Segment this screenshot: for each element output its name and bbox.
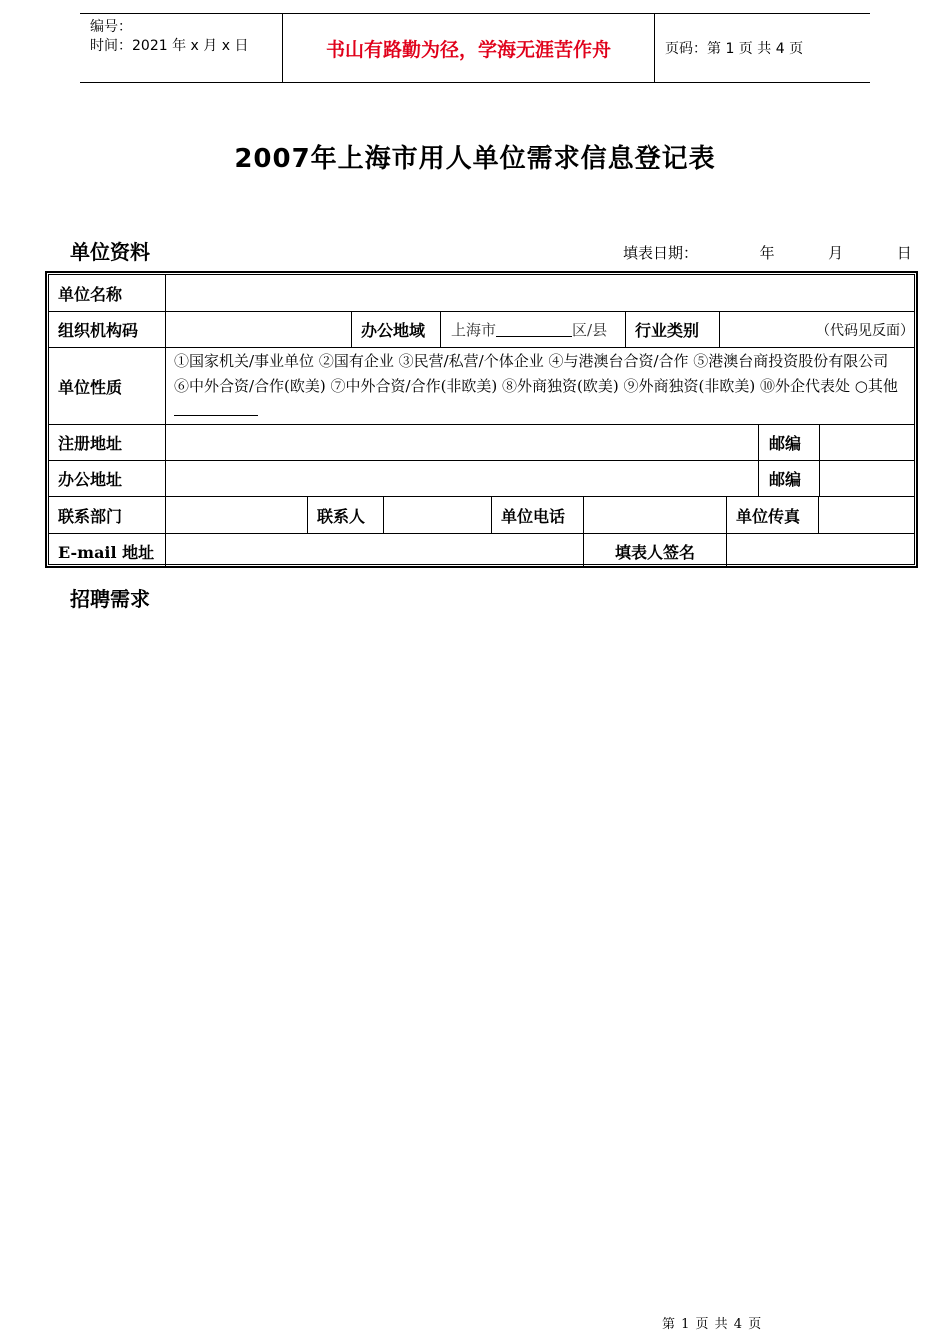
unit-info-form xyxy=(45,271,918,568)
unit-nature-options-text: ①国家机关/事业单位 ②国有企业 ③民营/私营/个体企业 ④与港澳台合资/合作 ⑤港澳台商投资股份有限公司 ⑥中外合资/合作(欧美) ⑦中外合资/合作(非欧美) ⑧外商独资(欧美) ⑨外商独资(非欧美) ⑩外企代表处 ○其他 xyxy=(174,352,898,395)
fax-field[interactable] xyxy=(819,497,914,533)
row-org-code xyxy=(49,312,914,348)
postcode2-field[interactable] xyxy=(820,461,914,496)
fill-date-label: 填表日期： xyxy=(623,244,699,262)
postcode1-field[interactable] xyxy=(820,425,914,460)
office-address-label: 办公地址 xyxy=(49,461,166,496)
reg-address-label: 注册地址 xyxy=(49,425,166,460)
row-reg-address xyxy=(49,425,914,461)
dept-field[interactable] xyxy=(166,497,308,533)
section-unit-info: 单位资料 xyxy=(70,240,150,264)
fill-date-year: 年 xyxy=(759,244,775,262)
email-label: E-mail 地址 xyxy=(49,534,166,568)
contact-field[interactable] xyxy=(384,497,492,533)
office-area-prefix: 上海市 xyxy=(451,321,497,339)
signature-label: 填表人签名 xyxy=(584,534,727,568)
office-address-field[interactable] xyxy=(166,461,759,496)
fill-date-month: 月 xyxy=(828,244,844,262)
row-unit-nature xyxy=(49,348,914,425)
contact-label: 联系人 xyxy=(308,497,384,533)
email-field[interactable] xyxy=(166,534,584,568)
office-area-suffix: 区/县 xyxy=(572,321,608,339)
org-code-label: 组织机构码 xyxy=(49,312,166,347)
code-label: 编号： xyxy=(90,19,132,35)
header-meta xyxy=(80,14,282,82)
phone-label: 单位电话 xyxy=(492,497,584,533)
header-motto: 书山有路勤为径，学海无涯苦作舟 xyxy=(282,14,655,82)
page-footer: 第 1 页 共 4 页 xyxy=(662,1317,763,1332)
fax-label: 单位传真 xyxy=(727,497,819,533)
row-email xyxy=(49,534,914,568)
fill-date-day: 日 xyxy=(896,244,912,262)
industry-label: 行业类别 xyxy=(626,312,720,347)
industry-field[interactable] xyxy=(720,312,914,347)
unit-nature-options[interactable] xyxy=(166,348,914,424)
office-area-label: 办公地域 xyxy=(352,312,441,347)
dept-label: 联系部门 xyxy=(49,497,166,533)
industry-note: （代码见反面） xyxy=(816,322,914,339)
org-code-field[interactable] xyxy=(166,312,352,347)
fill-date xyxy=(623,242,912,263)
document-header xyxy=(80,13,870,83)
reg-address-field[interactable] xyxy=(166,425,759,460)
header-page-info: 页码：第 1 页 共 4 页 xyxy=(665,41,804,57)
signature-field[interactable] xyxy=(727,534,914,568)
phone-field[interactable] xyxy=(584,497,727,533)
unit-nature-label: 单位性质 xyxy=(49,348,166,424)
row-unit-name xyxy=(49,275,914,312)
row-office-address xyxy=(49,461,914,497)
unit-name-label: 单位名称 xyxy=(49,275,166,311)
postcode2-label: 邮编 xyxy=(759,461,820,496)
time-label: 时间：2021 年 x 月 x 日 xyxy=(90,38,249,54)
postcode1-label: 邮编 xyxy=(759,425,820,460)
office-area-field[interactable] xyxy=(441,312,626,347)
section-recruitment: 招聘需求 xyxy=(70,587,150,611)
unit-name-field[interactable] xyxy=(166,275,914,311)
page-title: 2007年上海市用人单位需求信息登记表 xyxy=(234,144,716,174)
row-contact xyxy=(49,497,914,534)
